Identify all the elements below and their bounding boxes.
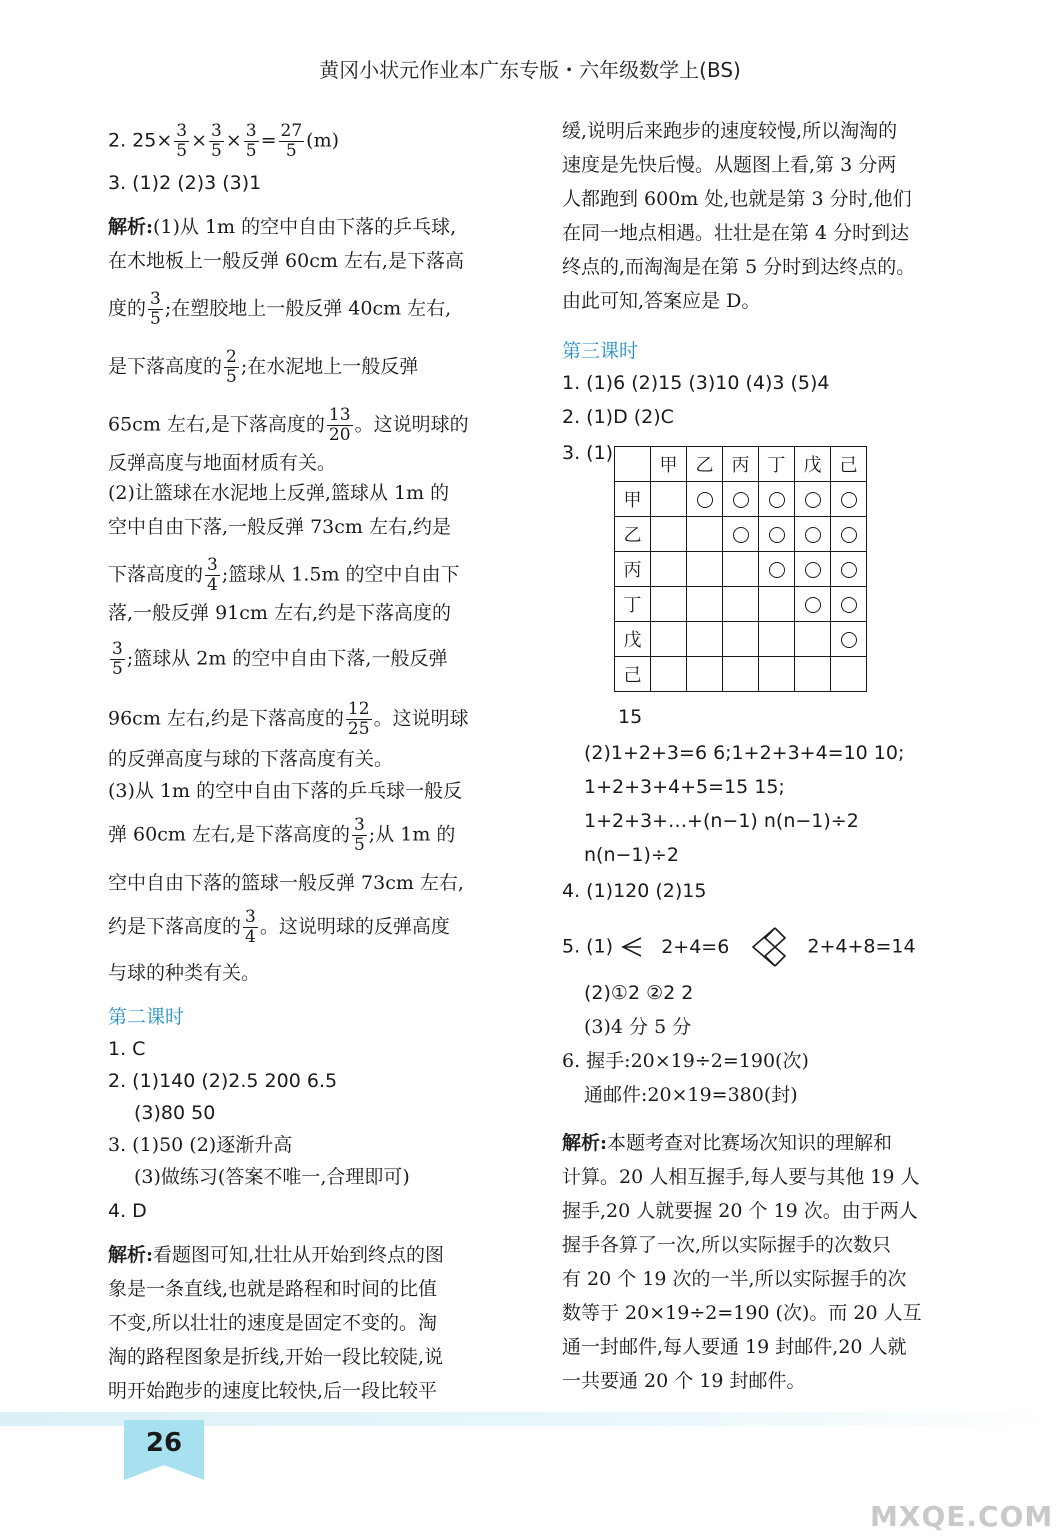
l3-answer-3-2d: n(n−1)÷2 bbox=[584, 844, 679, 866]
l3-analysis-line3: 握手,20 人就要握 20 个 19 次。由于两人 bbox=[562, 1200, 918, 1222]
match-circle-icon bbox=[805, 492, 821, 508]
watermark: MXQE.COM bbox=[870, 1500, 1054, 1533]
analysis-2-line1: (2)让篮球在水泥地上反弹,篮球从 1m 的 bbox=[108, 482, 450, 504]
analysis-2-line7: 的反弹高度与球的下落高度有关。 bbox=[108, 748, 394, 770]
l3-answer-3-2b: 1+2+3+4+5=15 15; bbox=[584, 776, 785, 798]
answer-3: 3. (1)2 (2)3 (3)1 bbox=[108, 172, 262, 194]
grid-row-head: 丙 bbox=[615, 552, 651, 587]
l2-analysis-line1: 解析:看题图可知,壮壮从开始到终点的图 bbox=[108, 1244, 445, 1266]
l2-analysis-line2: 象是一条直线,也就是路程和时间的比值 bbox=[108, 1278, 438, 1300]
analysis-1-line4: 是下落高度的 $\frac{2}{5}$ ;在水泥地上一般反弹 bbox=[108, 347, 419, 387]
match-circle-icon bbox=[841, 632, 857, 648]
page-number: 26 bbox=[145, 1428, 183, 1458]
page-header: 黄冈小状元作业本广东专版・六年级数学上(BS) bbox=[319, 58, 741, 82]
l3-analysis-line6: 数等于 20×19÷2=190 (次)。而 20 人互 bbox=[562, 1302, 922, 1324]
l3-answer-3-2a: (2)1+2+3=6 6;1+2+3+4=10 10; bbox=[584, 742, 905, 764]
grid-row-head: 乙 bbox=[615, 517, 651, 552]
grid-col-head: 甲 bbox=[651, 447, 687, 482]
r-cont-line2: 速度是先快后慢。从题图上看,第 3 分两 bbox=[562, 154, 897, 176]
r-cont-line4: 在同一地点相遇。壮壮是在第 4 分时到达 bbox=[562, 222, 910, 244]
analysis-1-line2: 在木地板上一般反弹 60cm 左右,是下落高 bbox=[108, 250, 464, 272]
analysis-1-line1: 解析:(1)从 1m 的空中自由下落的乒乓球, bbox=[108, 216, 457, 238]
l3-analysis-line1: 解析:本题考查对比赛场次知识的理解和 bbox=[562, 1132, 893, 1154]
grid-row-head: 己 bbox=[615, 657, 651, 692]
match-circle-icon bbox=[769, 562, 785, 578]
match-circle-icon bbox=[769, 527, 785, 543]
l2-analysis-line4: 淘的路程图象是折线,开始一段比较陡,说 bbox=[108, 1346, 444, 1368]
l3-answer-5-3: (3)4 分 5 分 bbox=[584, 1016, 692, 1038]
grid-row bbox=[615, 657, 867, 692]
l3-answer-3-2c: 1+2+3+…+(n−1) n(n−1)÷2 bbox=[584, 810, 859, 832]
l3-answer-2: 2. (1)D (2)C bbox=[562, 406, 674, 428]
analysis-3-line1: (3)从 1m 的空中自由下落的乒乓球一般反 bbox=[108, 780, 463, 802]
l3-analysis-line4: 握手各算了一次,所以实际握手的次数只 bbox=[562, 1234, 892, 1256]
grid-row bbox=[615, 622, 867, 657]
match-circle-icon bbox=[805, 562, 821, 578]
match-grid bbox=[614, 446, 867, 692]
analysis-3-line3: 空中自由下落的篮球一般反弹 73cm 左右, bbox=[108, 872, 464, 894]
grid-total: 15 bbox=[618, 706, 643, 728]
handshake-diagram-4-icon bbox=[745, 924, 791, 970]
l2-answer-3: 3. (1)50 (2)逐渐升高 bbox=[108, 1134, 293, 1156]
grid-header-row bbox=[615, 447, 867, 482]
answer-2: 2. 25× $\frac{3}{5}$ × $\frac{3}{5}$ × $\frac{3}{5}$ = $\frac{27}{5}$ (m) bbox=[108, 121, 339, 161]
analysis-3-line2: 弹 60cm 左右,是下落高度的 $\frac{3}{5}$ ;从 1m 的 bbox=[108, 815, 456, 855]
analysis-2-line6: 96cm 左右,约是下落高度的 $\frac{12}{25}$ 。这说明球 bbox=[108, 699, 469, 739]
l3-analysis-line7: 通一封邮件,每人要通 19 封邮件,20 人就 bbox=[562, 1336, 907, 1358]
match-circle-icon bbox=[733, 527, 749, 543]
r-cont-line3: 人都跑到 600m 处,也就是第 3 分时,他们 bbox=[562, 188, 912, 210]
match-circle-icon bbox=[733, 492, 749, 508]
l3-analysis-line2: 计算。20 人相互握手,每人要与其他 19 人 bbox=[562, 1166, 920, 1188]
l3-answer-4: 4. (1)120 (2)15 bbox=[562, 880, 707, 902]
section-lesson-3: 第三课时 bbox=[562, 340, 639, 362]
l3-answer-5: 5. (1) 2+4=6 2+4+8=14 bbox=[562, 924, 916, 970]
l3-answer-3: 3. (1) bbox=[562, 442, 614, 464]
analysis-1-line5: 65cm 左右,是下落高度的 $\frac{13}{20}$ 。这说明球的 bbox=[108, 405, 469, 445]
r-cont-line6: 由此可知,答案应是 D。 bbox=[562, 290, 761, 312]
grid-row-head: 丁 bbox=[615, 587, 651, 622]
l3-answer-6a: 6. 握手:20×19÷2=190(次) bbox=[562, 1050, 809, 1072]
analysis-2-line5: $\frac{3}{5}$ ;篮球从 2m 的空中自由下落,一般反弹 bbox=[112, 639, 448, 679]
analysis-1-line6: 反弹高度与地面材质有关。 bbox=[108, 452, 337, 474]
match-circle-icon bbox=[805, 527, 821, 543]
l3-answer-5-2: (2)①2 ②2 2 bbox=[584, 982, 694, 1004]
analysis-3-line5: 与球的种类有关。 bbox=[108, 962, 261, 984]
grid-col-head: 己 bbox=[831, 447, 867, 482]
l2-answer-2b: (3)80 50 bbox=[134, 1102, 216, 1124]
grid-corner bbox=[615, 447, 651, 482]
r-cont-line5: 终点的,而淘淘是在第 5 分时到达终点的。 bbox=[562, 256, 916, 278]
grid-row-head: 甲 bbox=[615, 482, 651, 517]
l2-answer-4: 4. D bbox=[108, 1200, 147, 1222]
grid-row-head: 戊 bbox=[615, 622, 651, 657]
section-lesson-2: 第二课时 bbox=[108, 1006, 185, 1028]
grid-col-head: 丁 bbox=[759, 447, 795, 482]
match-circle-icon bbox=[769, 492, 785, 508]
match-circle-icon bbox=[697, 492, 713, 508]
l3-answer-6b: 通邮件:20×19=380(封) bbox=[584, 1084, 798, 1106]
grid-row bbox=[615, 517, 867, 552]
analysis-3-line4: 约是下落高度的 $\frac{3}{4}$ 。这说明球的反弹高度 bbox=[108, 907, 450, 947]
grid-row bbox=[615, 587, 867, 622]
analysis-2-line3: 下落高度的 $\frac{3}{4}$ ;篮球从 1.5m 的空中自由下 bbox=[108, 555, 460, 595]
grid-col-head: 乙 bbox=[687, 447, 723, 482]
match-circle-icon bbox=[805, 597, 821, 613]
grid-row bbox=[615, 552, 867, 587]
match-circle-icon bbox=[841, 527, 857, 543]
l2-answer-2: 2. (1)140 (2)2.5 200 6.5 bbox=[108, 1070, 338, 1092]
analysis-2-line4: 落,一般反弹 91cm 左右,约是下落高度的 bbox=[108, 602, 451, 624]
l3-answer-1: 1. (1)6 (2)15 (3)10 (4)3 (5)4 bbox=[562, 372, 830, 394]
l2-answer-1: 1. C bbox=[108, 1038, 146, 1060]
l3-analysis-line8: 一共要通 20 个 19 封邮件。 bbox=[562, 1370, 806, 1392]
match-circle-icon bbox=[841, 492, 857, 508]
analysis-1-line3: 度的 $\frac{3}{5}$ ;在塑胶地上一般反弹 40cm 左右, bbox=[108, 289, 452, 329]
match-circle-icon bbox=[841, 597, 857, 613]
handshake-diagram-3-icon bbox=[619, 934, 645, 960]
grid-row bbox=[615, 482, 867, 517]
grid-col-head: 丙 bbox=[723, 447, 759, 482]
l3-analysis-line5: 有 20 个 19 次的一半,所以实际握手的次 bbox=[562, 1268, 907, 1290]
analysis-2-line2: 空中自由下落,一般反弹 73cm 左右,约是 bbox=[108, 516, 451, 538]
r-cont-line1: 缓,说明后来跑步的速度较慢,所以淘淘的 bbox=[562, 120, 898, 142]
grid-col-head: 戊 bbox=[795, 447, 831, 482]
l2-analysis-line3: 不变,所以壮壮的速度是固定不变的。淘 bbox=[108, 1312, 438, 1334]
l2-answer-3b: (3)做练习(答案不唯一,合理即可) bbox=[134, 1166, 410, 1188]
l2-analysis-line5: 明开始跑步的速度比较快,后一段比较平 bbox=[108, 1380, 438, 1402]
match-circle-icon bbox=[841, 562, 857, 578]
